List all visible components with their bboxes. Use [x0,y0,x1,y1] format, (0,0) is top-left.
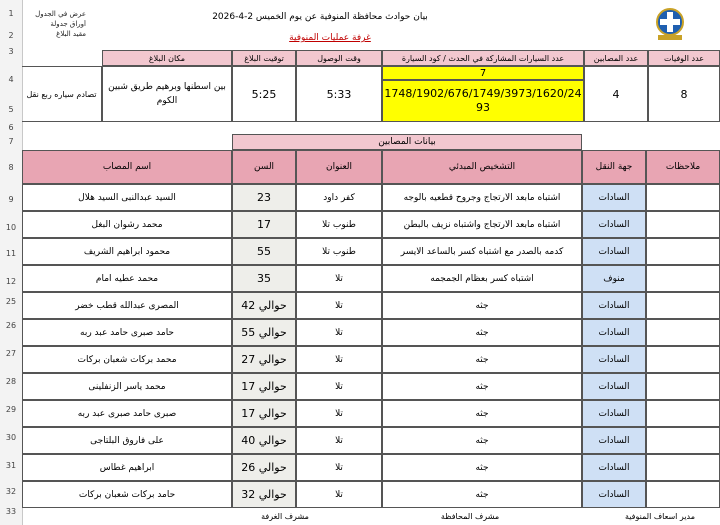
victim-hospital-cell[interactable]: السادات [582,481,646,508]
victim-address-cell[interactable]: طنوب تلا [296,211,382,238]
victim-address-cell[interactable]: تلا [296,292,382,319]
victim-hospital-cell[interactable]: السادات [582,211,646,238]
victim-address-cell[interactable]: تلا [296,427,382,454]
header-deaths: عدد الوفيات [648,50,720,66]
victims-header-diagnosis: التشخيص المبدئي [382,150,582,184]
victims-header-age: السن [232,150,296,184]
victim-hospital-cell[interactable]: السادات [582,400,646,427]
victim-name-cell[interactable]: حامد بركات شعبان بركات [22,481,232,508]
victim-age-cell[interactable]: 55 [232,238,296,265]
victims-header-hospital: جهة النقل [582,150,646,184]
header-report-time: توقيت البلاغ [232,50,296,66]
row-number[interactable]: 7 [8,137,14,146]
victim-address-cell[interactable]: تلا [296,400,382,427]
incident-injuries-value: 4 [584,66,648,122]
victim-diagnosis-cell[interactable]: جثه [382,373,582,400]
victim-hospital-cell[interactable]: السادات [582,238,646,265]
row-number[interactable]: 11 [5,249,17,258]
victim-address-cell[interactable]: تلا [296,454,382,481]
incident-car-codes: 1748/1902/676/1749/3973/1620/2493 [382,80,584,122]
row-number[interactable]: 29 [5,405,17,414]
header-location: مكان البلاغ [102,50,232,66]
row-number[interactable]: 6 [8,123,14,132]
page-subtitle: غرفة عمليات المنوفية [289,33,371,43]
victim-hospital-cell[interactable]: السادات [582,346,646,373]
victim-age-cell[interactable]: حوالي 26 [232,454,296,481]
victim-address-cell[interactable]: تلا [296,319,382,346]
victim-notes-cell[interactable] [646,292,720,319]
victim-name-cell[interactable]: حامد صبرى حامد عبد ربه [22,319,232,346]
victim-diagnosis-cell[interactable]: جثه [382,427,582,454]
victim-hospital-cell[interactable]: السادات [582,373,646,400]
victim-age-cell[interactable]: حوالي 42 [232,292,296,319]
row-number[interactable]: 3 [8,47,14,56]
victim-name-cell[interactable]: المصرى عبدالله قطب خضر [22,292,232,319]
row-number[interactable]: 12 [5,277,17,286]
row-number[interactable]: 27 [5,349,17,358]
victim-address-cell[interactable]: تلا [296,481,382,508]
victim-diagnosis-cell[interactable]: اشتباه كسر بعظام الجمجمه [382,265,582,292]
victim-age-cell[interactable]: حوالي 32 [232,481,296,508]
header-arrival-time: وقت الوصول [296,50,382,66]
victim-notes-cell[interactable] [646,238,720,265]
victim-age-cell[interactable]: 35 [232,265,296,292]
row-number[interactable]: 8 [8,163,14,172]
victim-name-cell[interactable]: محمد عطيه امام [22,265,232,292]
victim-diagnosis-cell[interactable]: كدمه بالصدر مع اشتباه كسر بالساعد الايسر [382,238,582,265]
victim-age-cell[interactable]: حوالي 17 [232,400,296,427]
victim-diagnosis-cell[interactable]: جثه [382,319,582,346]
victim-name-cell[interactable]: محمد رشوان البغل [22,211,232,238]
row-number[interactable]: 25 [5,297,17,306]
victim-name-cell[interactable]: محمد بركات شعبان بركات [22,346,232,373]
top-left-note-1: عرض في الجدول [35,10,86,18]
victim-name-cell[interactable]: محمود ابراهيم الشريف [22,238,232,265]
victim-age-cell[interactable]: 23 [232,184,296,211]
victim-diagnosis-cell[interactable]: اشتباه مابعد الارتجاج وجروح قطعيه بالوجه [382,184,582,211]
victim-notes-cell[interactable] [646,211,720,238]
victim-diagnosis-cell[interactable]: جثه [382,292,582,319]
victim-hospital-cell[interactable]: السادات [582,454,646,481]
victim-address-cell[interactable]: تلا [296,346,382,373]
victim-notes-cell[interactable] [646,427,720,454]
victim-name-cell[interactable]: محمد ياسر الزنفلينى [22,373,232,400]
row-number[interactable]: 5 [8,105,14,114]
victim-diagnosis-cell[interactable]: جثه [382,346,582,373]
incident-car-count: 7 [382,66,584,80]
victim-age-cell[interactable]: 17 [232,211,296,238]
victim-name-cell[interactable]: صبرى حامد صبرى عبد ربه [22,400,232,427]
victim-notes-cell[interactable] [646,373,720,400]
row-number[interactable]: 2 [8,31,14,40]
victims-header-address: العنوان [296,150,382,184]
victims-header-name: اسم المصاب [22,150,232,184]
victim-age-cell[interactable]: حوالي 27 [232,346,296,373]
victim-address-cell[interactable]: تلا [296,373,382,400]
row-number[interactable]: 33 [5,507,17,516]
header-injuries: عدد المصابين [584,50,648,66]
victim-hospital-cell[interactable]: منوف [582,265,646,292]
footer-ambulance-director: مدير اسعاف المنوفية [624,512,696,521]
row-number[interactable]: 31 [5,461,17,470]
ambulance-emblem-icon [650,6,690,42]
victim-diagnosis-cell[interactable]: جثه [382,481,582,508]
footer-room-supervisor: مشرف الغرفة [261,512,309,521]
victim-name-cell[interactable]: السيد عبدالنبى السيد هلال [22,184,232,211]
row-number[interactable]: 28 [5,377,17,386]
victim-hospital-cell[interactable]: السادات [582,292,646,319]
victim-age-cell[interactable]: حوالي 17 [232,373,296,400]
victim-hospital-cell[interactable]: السادات [582,319,646,346]
victim-diagnosis-cell[interactable]: جثه [382,400,582,427]
victim-age-cell[interactable]: حوالي 55 [232,319,296,346]
victim-address-cell[interactable]: تلا [296,265,382,292]
victim-notes-cell[interactable] [646,265,720,292]
victim-address-cell[interactable]: كفر داود [296,184,382,211]
victim-notes-cell[interactable] [646,184,720,211]
victim-name-cell[interactable]: على فاروق البلتاجى [22,427,232,454]
victim-notes-cell[interactable] [646,454,720,481]
victim-age-cell[interactable]: حوالي 40 [232,427,296,454]
incident-location: بين اسطنها وبرهيم طريق شبين الكوم [102,66,232,122]
top-left-note-2: أوراق جدولة [50,20,86,28]
incident-deaths-value: 8 [648,66,720,122]
row-number[interactable]: 30 [5,433,17,442]
incident-report-time: 5:25 [232,66,296,122]
top-left-note-3: مقيد البلاغ [56,30,86,38]
victim-hospital-cell[interactable]: السادات [582,427,646,454]
row-number[interactable]: 32 [5,487,17,496]
row-number[interactable]: 1 [8,9,14,18]
victim-notes-cell[interactable] [646,346,720,373]
footer-governorate-supervisor: مشرف المحافظة [440,512,500,521]
row-number[interactable]: 9 [8,195,14,204]
incident-arrival-time: 5:33 [296,66,382,122]
incident-type: تصادم سياره ربع نقل [22,66,102,122]
victim-notes-cell[interactable] [646,481,720,508]
victim-address-cell[interactable]: طنوب تلا [296,238,382,265]
row-number[interactable]: 4 [8,75,14,84]
victim-diagnosis-cell[interactable]: جثه [382,454,582,481]
row-number-column [0,0,23,525]
victim-notes-cell[interactable] [646,400,720,427]
victims-section-title: بيانات المصابين [232,134,582,150]
victim-notes-cell[interactable] [646,319,720,346]
row-number[interactable]: 26 [5,321,17,330]
page-title: بيان حوادث محافظة المنوفية عن يوم الخميس 2-4-2026 [212,12,428,22]
header-cars: عدد السيارات المشاركة في الحدث / كود السيارة [382,50,584,66]
victim-diagnosis-cell[interactable]: اشتباه مابعد الارتجاج واشتباه نزيف بالبطن [382,211,582,238]
row-number[interactable]: 10 [5,223,17,232]
victim-name-cell[interactable]: ابراهيم غطاس [22,454,232,481]
victim-hospital-cell[interactable]: السادات [582,184,646,211]
victims-header-notes: ملاحظات [646,150,720,184]
